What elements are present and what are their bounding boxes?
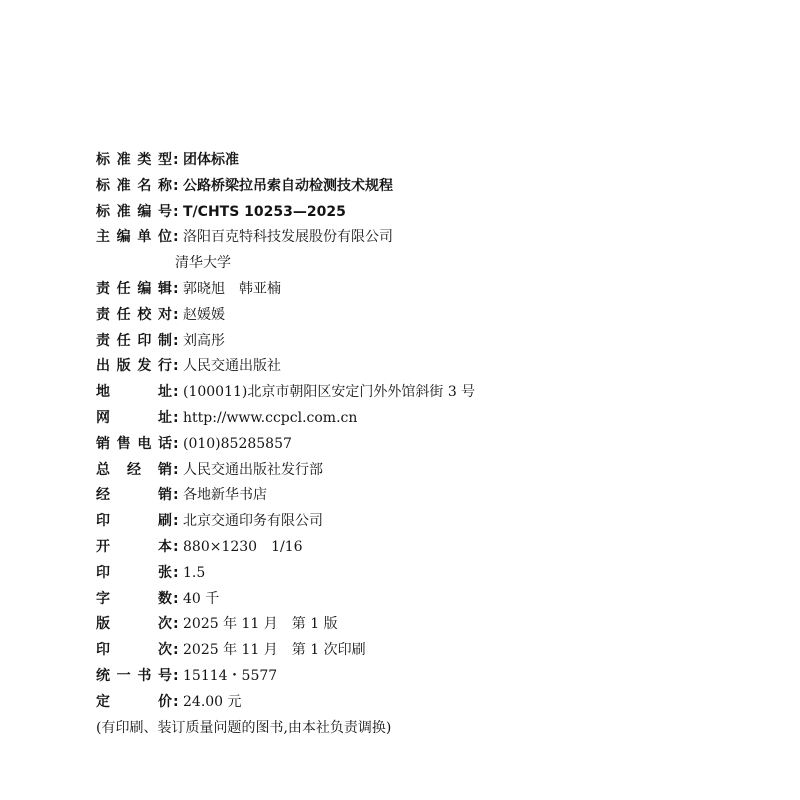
- colophon-row: [96, 354, 776, 380]
- field-label: 字 数: [96, 590, 172, 607]
- field-label: 统 一 书 号: [96, 667, 172, 684]
- field-colon: :: [173, 590, 179, 607]
- colophon-row: [96, 638, 776, 664]
- colophon-row: [96, 612, 776, 638]
- colophon-row: [96, 587, 776, 613]
- field-colon: :: [173, 642, 179, 659]
- colophon-row: [96, 174, 776, 200]
- field-colon: :: [173, 177, 179, 194]
- field-value: 24.00 元: [183, 693, 242, 710]
- field-colon: :: [173, 435, 179, 452]
- colophon-row: [96, 406, 776, 432]
- field-colon: :: [173, 667, 179, 684]
- field-label: 标 准 编 号: [96, 203, 172, 220]
- colophon-row: [96, 251, 776, 277]
- colophon-row: [96, 148, 776, 174]
- colophon-row: [96, 277, 776, 303]
- field-label: 销 售 电 话: [96, 435, 172, 452]
- colophon-row: [96, 432, 776, 458]
- field-label: 印 次: [96, 642, 172, 659]
- field-value: 1.5: [183, 564, 206, 581]
- field-value: 清华大学: [175, 255, 231, 272]
- field-value: 880×1230 1/16: [183, 538, 303, 555]
- field-value: http://www.ccpcl.com.cn: [183, 409, 358, 426]
- field-label: 总 经 销: [96, 461, 172, 478]
- field-colon: :: [173, 461, 179, 478]
- field-label: 印 刷: [96, 513, 172, 530]
- colophon-row: [96, 509, 776, 535]
- field-colon: :: [173, 564, 179, 581]
- field-colon: :: [173, 332, 179, 349]
- field-label: 责 任 印 制: [96, 332, 172, 349]
- field-colon: :: [173, 203, 179, 220]
- field-label: 版 次: [96, 616, 172, 633]
- colophon-row: [96, 380, 776, 406]
- field-colon: :: [173, 616, 179, 633]
- field-value: 公路桥梁拉吊索自动检测技术规程: [183, 177, 393, 194]
- field-value: 15114・5577: [183, 667, 278, 684]
- field-value: 各地新华书店: [183, 487, 267, 504]
- field-colon: :: [173, 306, 179, 323]
- field-label: 主 编 单 位: [96, 229, 172, 246]
- field-value: 人民交通出版社: [183, 358, 281, 375]
- colophon-row: [96, 225, 776, 251]
- field-label: 出 版 发 行: [96, 358, 172, 375]
- field-value: 郭晓旭 韩亚楠: [183, 280, 281, 297]
- colophon-row: [96, 690, 776, 716]
- field-colon: :: [173, 152, 179, 168]
- field-colon: :: [173, 384, 179, 401]
- colophon-row: [96, 561, 776, 587]
- field-value: 洛阳百克特科技发展股份有限公司: [183, 229, 393, 246]
- field-label: 地 址: [96, 384, 172, 401]
- field-value: 团体标准: [183, 152, 239, 168]
- field-value: 2025 年 11 月 第 1 次印刷: [183, 642, 366, 659]
- field-value: 2025 年 11 月 第 1 版: [183, 616, 338, 633]
- colophon-row: [96, 535, 776, 561]
- field-colon: :: [173, 538, 179, 555]
- field-value: 北京交通印务有限公司: [183, 513, 323, 530]
- field-label: 责 任 校 对: [96, 306, 172, 323]
- field-colon: :: [173, 358, 179, 375]
- field-colon: :: [173, 280, 179, 297]
- field-value: T/CHTS 10253—2025: [183, 203, 346, 220]
- quality-note: (有印刷、装订质量问题的图书,由本社负责调换): [96, 719, 392, 736]
- colophon-row: [96, 664, 776, 690]
- field-value: 40 千: [183, 590, 220, 607]
- field-label: 标 准 名 称: [96, 177, 172, 194]
- field-colon: :: [173, 409, 179, 426]
- colophon-row: [96, 329, 776, 355]
- field-label: 印 张: [96, 564, 172, 581]
- colophon: [96, 148, 776, 741]
- field-value: (010)85285857: [183, 435, 292, 452]
- colophon-row: [96, 200, 776, 226]
- field-label: 定 价: [96, 693, 172, 710]
- field-label: 标 准 类 型: [96, 152, 172, 168]
- field-label: 责 任 编 辑: [96, 280, 172, 297]
- field-label: 开 本: [96, 538, 172, 555]
- field-value: 刘高彤: [183, 332, 225, 349]
- colophon-row: [96, 483, 776, 509]
- field-value: 人民交通出版社发行部: [183, 461, 323, 478]
- colophon-row: [96, 303, 776, 329]
- field-colon: :: [173, 693, 179, 710]
- field-label: 经 销: [96, 487, 172, 504]
- colophon-row: [96, 458, 776, 484]
- field-colon: :: [173, 487, 179, 504]
- field-colon: :: [173, 229, 179, 246]
- field-value: (100011)北京市朝阳区安定门外外馆斜街 3 号: [183, 384, 476, 401]
- field-label: 网 址: [96, 409, 172, 426]
- field-value: 赵媛媛: [183, 306, 225, 323]
- field-colon: :: [173, 513, 179, 530]
